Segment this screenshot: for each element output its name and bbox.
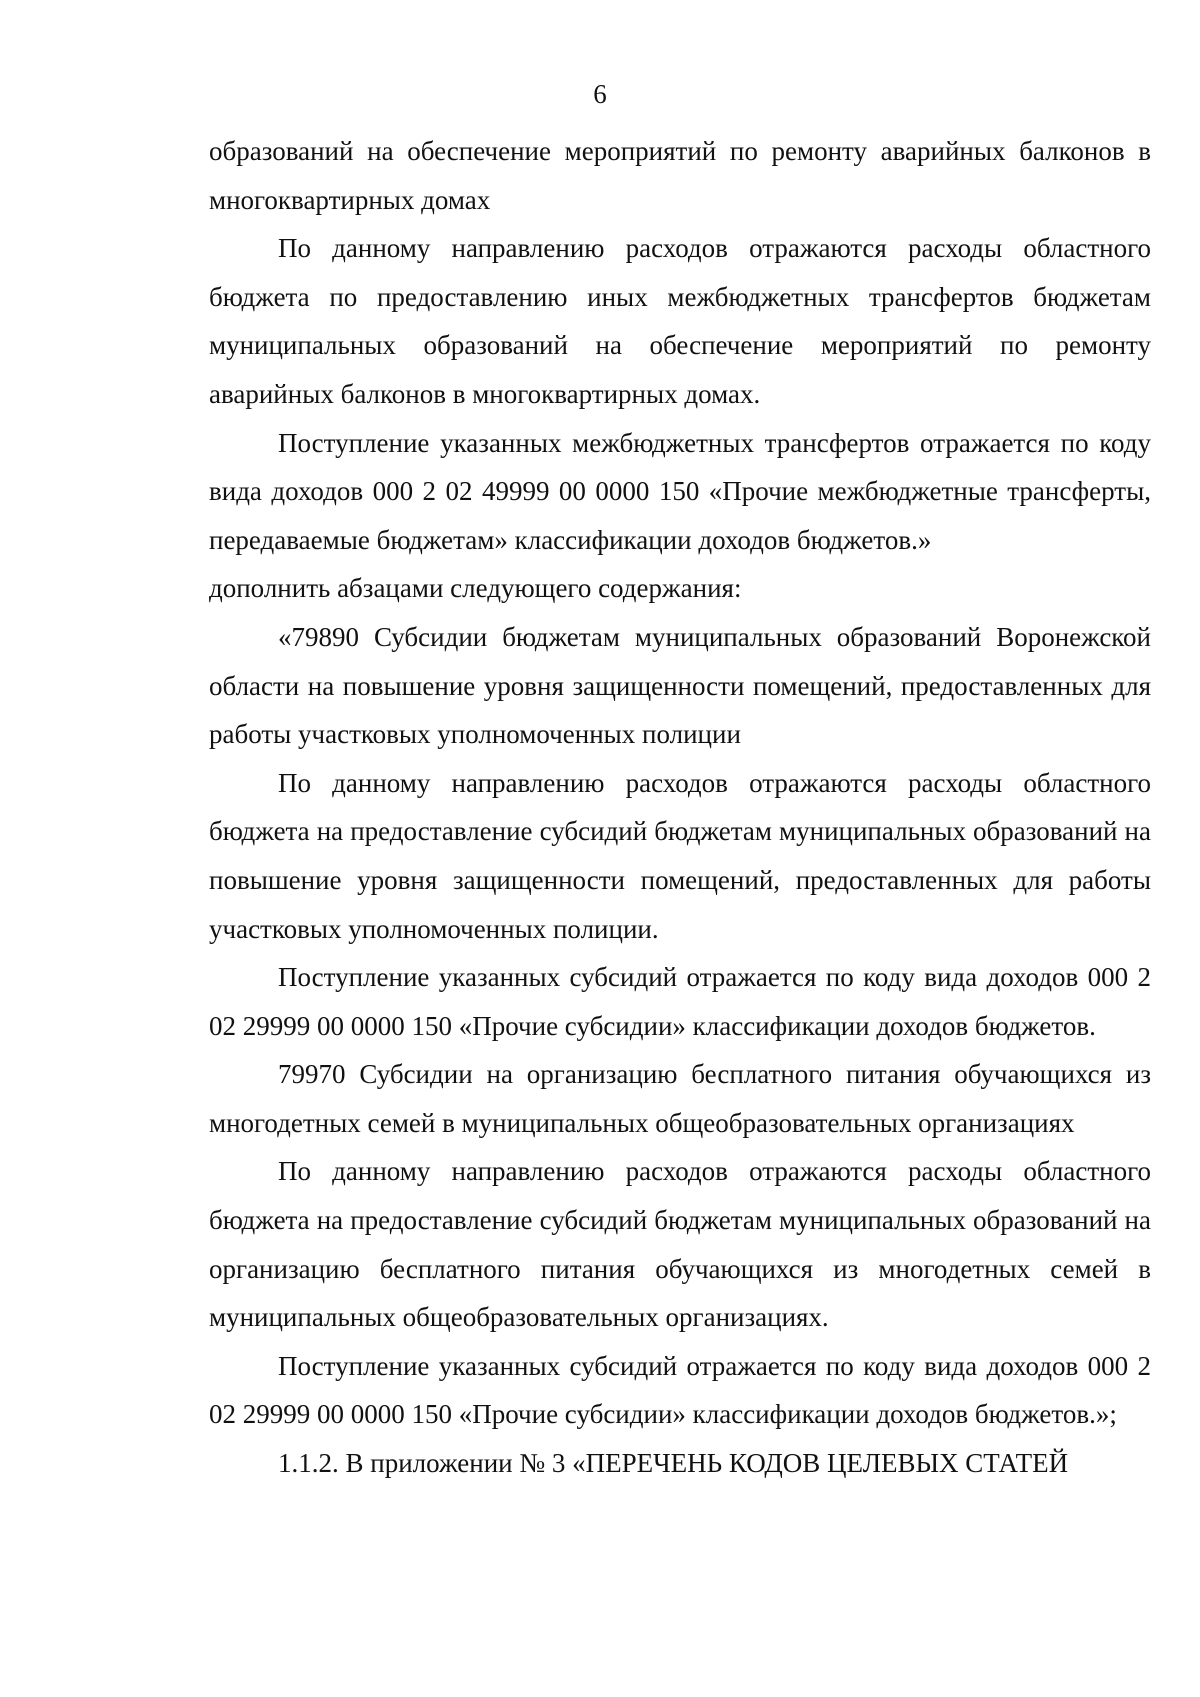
paragraph-item-79970-description: По данному направлению расходов отражаются расходы областного бюджета на предоставление субсидий бюджетам муниципальных образований на организацию бесплатного питания обучающихся из многодетных семей в муниципальных общеобразовательных организациях. bbox=[209, 1156, 1151, 1333]
paragraph-amendment-intro: дополнить абзацами следующего содержания: bbox=[209, 573, 742, 604]
paragraph-section-1-1-2: 1.1.2. В приложении № 3 «ПЕРЕЧЕНЬ КОДОВ ЦЕЛЕВЫХ СТАТЕЙ bbox=[278, 1448, 1069, 1479]
paragraph-item-79890: «79890 Субсидии бюджетам муниципальных образований Воронежской области на повышение уровня защищенности помещений, предоставленных для работы участковых уполномоченных полиции bbox=[209, 621, 1151, 750]
paragraph-income-code: Поступление указанных межбюджетных трансфертов отражается по коду вида доходов 000 2 02 49999 00 0000 150 «Прочие межбюджетные трансферты, передаваемые бюджетам» классификации доходов бюджетов.» bbox=[209, 427, 1151, 555]
paragraph-continuation: образований на обеспечение мероприятий по ремонту аварийных балконов в многоквартирных домах bbox=[209, 136, 1151, 215]
page-number: 6 bbox=[593, 79, 607, 109]
paragraph-item-79890-description: По данному направлению расходов отражаются расходы областного бюджета на предоставление субсидий бюджетам муниципальных образований на повышение уровня защищенности помещений, предоставленных для работы участковых уполномоченных полиции. bbox=[209, 767, 1151, 944]
document-body bbox=[209, 127, 1151, 1488]
paragraph-expense-description: По данному направлению расходов отражаются расходы областного бюджета по предоставлению иных межбюджетных трансфертов бюджетам муниципальных образований на обеспечение мероприятий по ремонту аварийных балконов в многоквартирных домах. bbox=[209, 233, 1151, 409]
paragraph-item-79970-income-code: Поступление указанных субсидий отражается по коду вида доходов 000 2 02 29999 00 0000 150 «Прочие субсидии» классификации доходов бюджетов.»; bbox=[209, 1350, 1151, 1430]
paragraph-item-79890-income-code: Поступление указанных субсидий отражается по коду вида доходов 000 2 02 29999 00 0000 150 «Прочие субсидии» классификации доходов бюджетов. bbox=[209, 962, 1151, 1041]
paragraph-item-79970: 79970 Субсидии на организацию бесплатного питания обучающихся из многодетных семей в муниципальных общеобразовательных организациях bbox=[209, 1059, 1151, 1138]
